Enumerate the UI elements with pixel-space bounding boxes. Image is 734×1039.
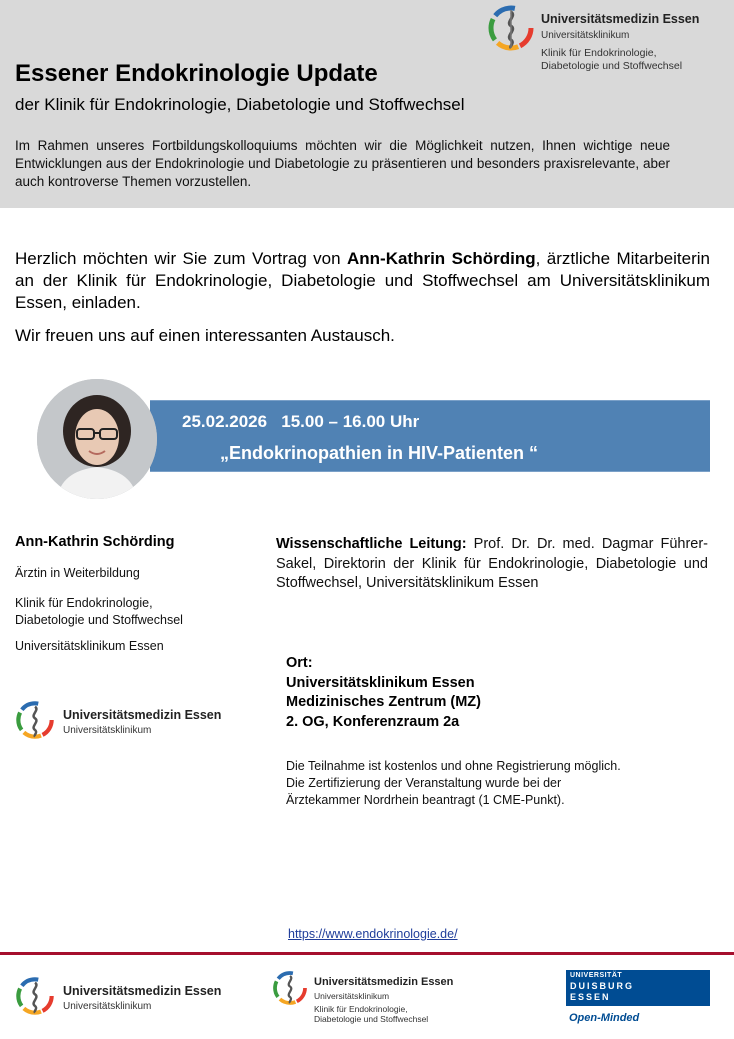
speaker-role: Ärztin in Weiterbildung [15, 566, 140, 580]
logo-brand: Universitätsmedizin Essen [63, 984, 222, 998]
ude-logo-line3: ESSEN [570, 992, 611, 1002]
speaker-clinic [15, 595, 255, 629]
invitation-closing: Wir freuen uns auf einen interessanten Austausch. [15, 326, 395, 345]
talk-title: „Endokrinopathien in HIV-Patienten “ [220, 443, 539, 463]
ume-clinic-logo-footer [270, 966, 470, 1032]
logo-sub: Universitätsklinikum [314, 991, 390, 1001]
speaker-clinic-line2: Diabetologie und Stoffwechsel [15, 613, 183, 627]
logo-brand: Universitätsmedizin Essen [63, 708, 222, 722]
logo-sub: Universitätsklinikum [63, 1001, 152, 1012]
logo-clinic-line2: Diabetologie und Stoffwechsel [541, 60, 683, 72]
invitation-text-1: Herzlich möchten wir Sie zum Vortrag von [15, 249, 347, 268]
ume-clinic-logo-header [487, 4, 727, 76]
scientific-lead [276, 535, 708, 594]
website-link[interactable]: https://www.endokrinologie.de/ [288, 927, 458, 941]
logo-clinic-line1: Klinik für Endokrinologie, [541, 47, 657, 59]
event-time: 15.00 – 16.00 Uhr [281, 412, 420, 431]
ume-logo-icon [15, 700, 55, 740]
speaker-name: Ann-Kathrin Schörding [15, 534, 175, 550]
ume-logo-icon [487, 4, 535, 52]
event-datetime [182, 412, 419, 432]
logo-clinic-line2: Diabetologie und Stoffwechsel [314, 1014, 429, 1024]
location-label: Ort: [286, 655, 313, 671]
ude-logo [566, 970, 710, 1006]
ude-logo-line2: DUISBURG [570, 981, 635, 991]
ume-logo-mid [15, 698, 235, 744]
logo-brand: Universitätsmedizin Essen [541, 12, 700, 26]
logo-sub: Universitätsklinikum [63, 725, 152, 736]
note-line1: Die Teilnahme ist kostenlos und ohne Registrierung möglich. [286, 759, 621, 773]
logo-brand: Universitätsmedizin Essen [314, 976, 454, 988]
location-line3: 2. OG, Konferenzraum 2a [286, 713, 460, 730]
intro-paragraph: Im Rahmen unseres Fortbildungskolloquiums möchten wir die Möglichkeit nutzen, Ihnen wichtige neue Entwicklungen aus der Endokrinologie und Diabetologie zu präsentieren und besonders praxisrelevante, aber auch kontroverse Themen vorzustellen. [15, 138, 670, 189]
note-line3: Ärztekammer Nordrhein beantragt (1 CME-Punkt). [286, 793, 565, 807]
event-date: 25.02.2026 [182, 412, 268, 431]
ude-tagline: Open-Minded [569, 1012, 640, 1024]
scientific-lead-label: Wissenschaftliche Leitung: [276, 536, 467, 552]
invitation-paragraph [15, 248, 710, 314]
note-line2: Die Zertifizierung der Veranstaltung wurde bei der [286, 776, 562, 790]
location-block [286, 654, 481, 732]
speaker-clinic-line1: Klinik für Endokrinologie, [15, 596, 153, 610]
ume-logo-icon [15, 976, 55, 1016]
ume-logo-footer [15, 972, 235, 1018]
page-subtitle: der Klinik für Endokrinologie, Diabetologie und Stoffwechsel [15, 95, 465, 114]
location-line1: Universitätsklinikum Essen [286, 674, 475, 691]
logo-clinic [314, 1004, 428, 1024]
speaker-university: Universitätsklinikum Essen [15, 639, 164, 653]
speaker-photo [37, 379, 157, 499]
logo-sub: Universitätsklinikum [541, 30, 630, 41]
page-title: Essener Endokrinologie Update [15, 60, 378, 87]
ude-logo-line1: UNIVERSITÄT [570, 972, 623, 979]
scientific-lead-text: Prof. Dr. Dr. med. Dagmar Führer-Sakel, Direktorin der Klinik für Endokrinologie, Diabetologie und Stoffwechsel, Universitätsklinikum Essen [276, 536, 708, 591]
invitation-speaker: Ann-Kathrin Schörding [346, 249, 536, 268]
ume-logo-icon [272, 970, 308, 1006]
logo-clinic-line1: Klinik für Endokrinologie, [314, 1004, 408, 1014]
participation-notes [286, 758, 621, 809]
speaker-info [15, 534, 255, 653]
footer-divider [0, 952, 734, 955]
logo-clinic [541, 47, 682, 73]
speaker-portrait-icon [37, 379, 157, 499]
invitation-text-2: , ärztliche Mitarbeiterin an der Klinik für Endokrinologie, Diabetologie und Stoffwechsel am Universitätsklinikum Essen, einladen. [15, 249, 710, 312]
location-line2: Medizinisches Zentrum (MZ) [286, 694, 481, 710]
